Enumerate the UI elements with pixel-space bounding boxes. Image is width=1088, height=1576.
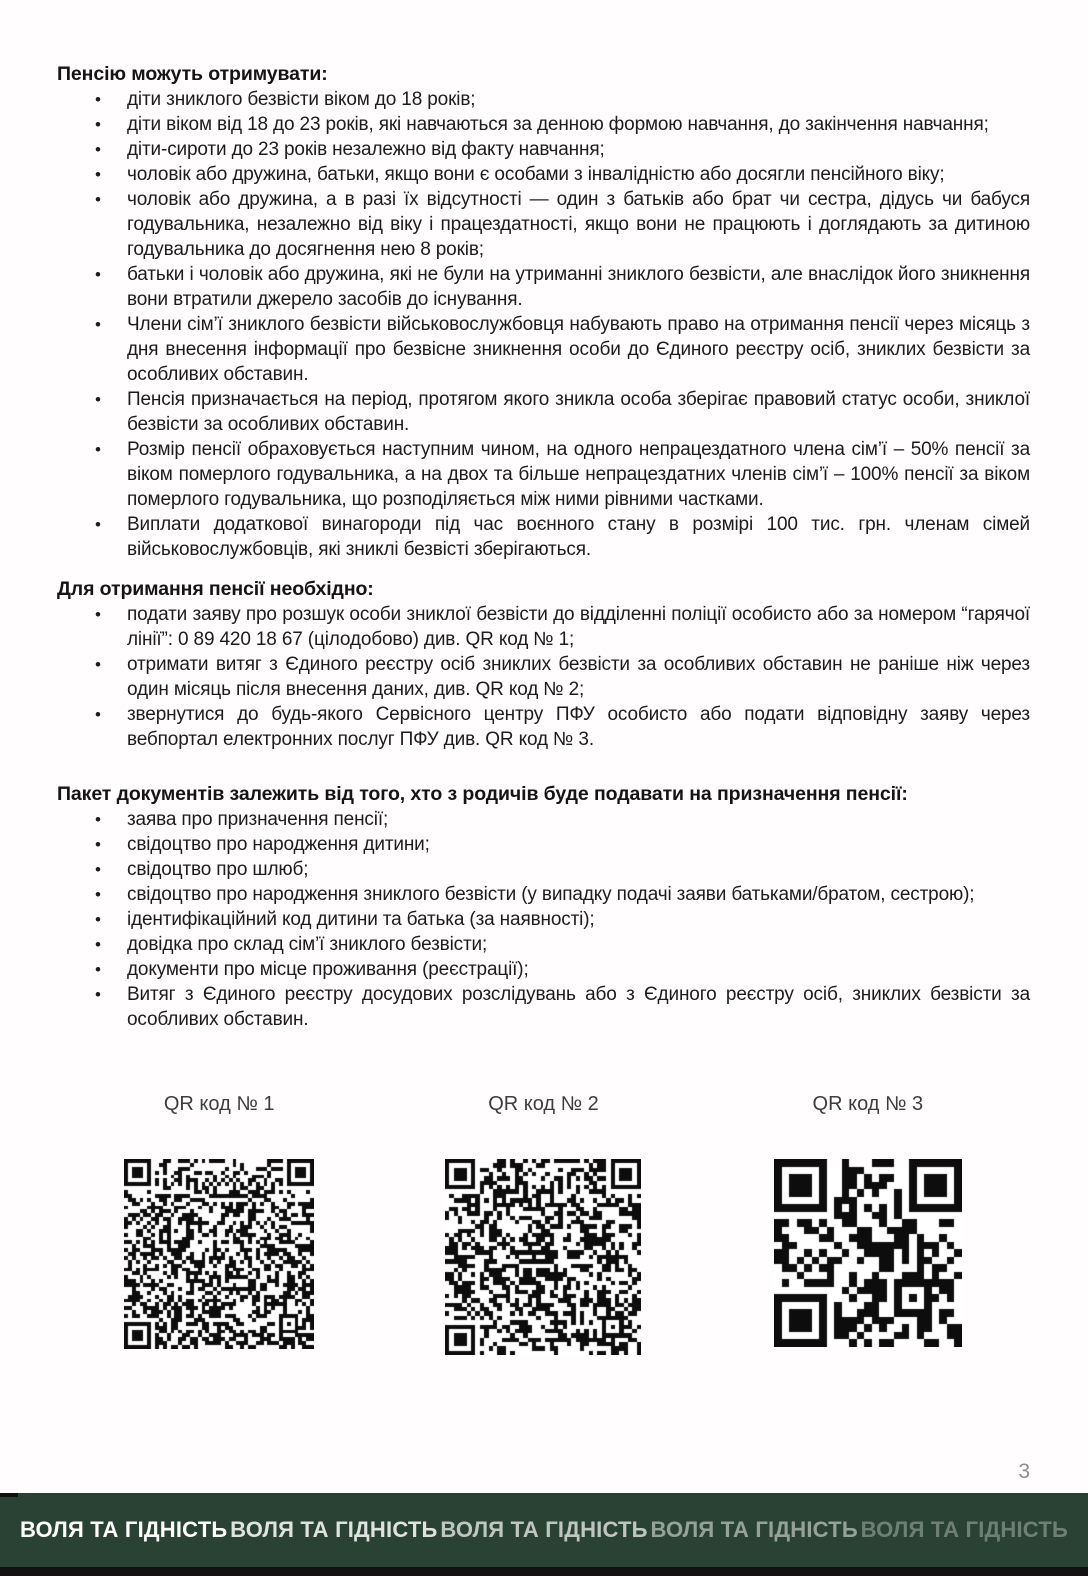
footer-brand-text: ВОЛЯ ТА ГІДНІСТЬ bbox=[650, 1517, 858, 1542]
section-pension-steps bbox=[57, 577, 1030, 752]
list-item: • Виплати додаткової винагороди під час воєнного стану в розмірі 100 тис. грн. членам сімей військовослужбовців, які зниклі безвісті зберігаються. bbox=[57, 512, 1030, 562]
footer-bottom-strip bbox=[0, 1567, 1088, 1576]
bullet-list bbox=[57, 807, 1030, 1032]
list-item: • подати заяву про розшук особи зниклої безвісти до відділенні поліції особисто або за номером “гарячої лінії”: 0 89 420 18 67 (цілодобово) див. QR код № 1; bbox=[57, 602, 1030, 652]
qr-label-3: QR код № 3 bbox=[812, 1093, 924, 1115]
list-item: • свідоцтво про народження дитини; bbox=[57, 832, 1030, 857]
footer-brand-text: ВОЛЯ ТА ГІДНІСТЬ bbox=[230, 1517, 438, 1542]
qr-section bbox=[57, 1092, 1030, 1355]
qr-code-1-image bbox=[124, 1159, 314, 1349]
section-pension-recipients bbox=[57, 62, 1030, 562]
list-item: • звернутися до будь-якого Сервісного центру ПФУ особисто або подати відповідну заяву через вебпортал електронних послуг ПФУ див. QR код № 3. bbox=[57, 702, 1030, 752]
footer-brand-text: ВОЛЯ ТА ГІДНІСТЬ bbox=[20, 1517, 228, 1542]
list-item: • свідоцтво про шлюб; bbox=[57, 857, 1030, 882]
bullet-list bbox=[57, 602, 1030, 752]
list-item: • заява про призначення пенсії; bbox=[57, 807, 1030, 832]
qr-label-1: QR код № 1 bbox=[163, 1093, 275, 1115]
qr-code-3-image bbox=[774, 1159, 962, 1347]
list-item: • діти віком від 18 до 23 років, які навчаються за денною формою навчання, до закінчення навчання; bbox=[57, 112, 1030, 137]
list-item: • Витяг з Єдиного реєстру досудових розслідувань або з Єдиного реєстру осіб, зниклих безвісти за особливих обставин. bbox=[57, 982, 1030, 1032]
qr-column-2 bbox=[381, 1092, 705, 1355]
footer-scan-notch bbox=[0, 1493, 18, 1497]
section-heading: Для отримання пенсії необхідно: bbox=[57, 578, 374, 600]
list-item: • документи про місце проживання (реєстрації); bbox=[57, 957, 1030, 982]
footer-band bbox=[0, 1493, 1088, 1567]
footer-brand-text: ВОЛЯ ТА ГІДНІСТЬ bbox=[860, 1517, 1068, 1542]
list-item: • чоловік або дружина, батьки, якщо вони є особами з інвалідністю або досягли пенсійного віку; bbox=[57, 162, 1030, 187]
list-item: • Розмір пенсії обраховується наступним чином, на одного непрацездатного члена сім’ї – 50% пенсії за віком померлого годувальника, а на двох та більше непрацездатних членів сім’ї – 100% пенсії за віком померлого годувальника, що розподіляється між ними рівними частками. bbox=[57, 437, 1030, 512]
page-number: 3 bbox=[1018, 1460, 1030, 1483]
qr-code-2-image bbox=[445, 1159, 641, 1355]
list-item: • свідоцтво про народження зниклого безвісти (у випадку подачі заяви батьками/братом, сестрою); bbox=[57, 882, 1030, 907]
list-item: • Пенсія призначається на період, протягом якого зникла особа зберігає правовий статус особи, зниклої безвісти за особливих обставин. bbox=[57, 387, 1030, 437]
qr-column-1 bbox=[57, 1092, 381, 1355]
section-heading: Пенсію можуть отримувати: bbox=[57, 63, 328, 85]
list-item: • ідентифікаційний код дитини та батька (за наявності); bbox=[57, 907, 1030, 932]
bullet-list bbox=[57, 87, 1030, 562]
section-document-package bbox=[57, 782, 1030, 1032]
list-item: • довідка про склад сім’ї зниклого безвісти; bbox=[57, 932, 1030, 957]
list-item: • чоловік або дружина, а в разі їх відсутності — один з батьків або брат чи сестра, дідусь чи бабуся годувальника, незалежно від віку і працездатності, якщо вони не працюють і доглядають за дитиною годувальника до досягнення нею 8 років; bbox=[57, 187, 1030, 262]
list-item: • батьки і чоловік або дружина, які не були на утриманні зниклого безвісти, але внаслідок його зникнення вони втратили джерело засобів до існування. bbox=[57, 262, 1030, 312]
qr-label-2: QR код № 2 bbox=[488, 1093, 599, 1115]
list-item: • Члени сім’ї зниклого безвісти військовослужбовця набувають право на отримання пенсії через місяць з дня внесення інформації про безвісне зникнення особи до Єдиного реєстру осіб, зниклих безвісти за особливих обставин. bbox=[57, 312, 1030, 387]
list-item: • діти зниклого безвісти віком до 18 років; bbox=[57, 87, 1030, 112]
list-item: • діти-сироти до 23 років незалежно від факту навчання; bbox=[57, 137, 1030, 162]
list-item: • отримати витяг з Єдиного реєстру осіб зниклих безвісти за особливих обставин не раніше ніж через один місяць після внесення даних, див. QR код № 2; bbox=[57, 652, 1030, 702]
section-heading: Пакет документів залежить від того, хто з родичів буде подавати на призначення пенсії: bbox=[57, 783, 908, 805]
qr-column-3 bbox=[706, 1092, 1030, 1355]
document-body bbox=[57, 62, 1030, 1355]
footer-brand-text: ВОЛЯ ТА ГІДНІСТЬ bbox=[440, 1517, 648, 1542]
